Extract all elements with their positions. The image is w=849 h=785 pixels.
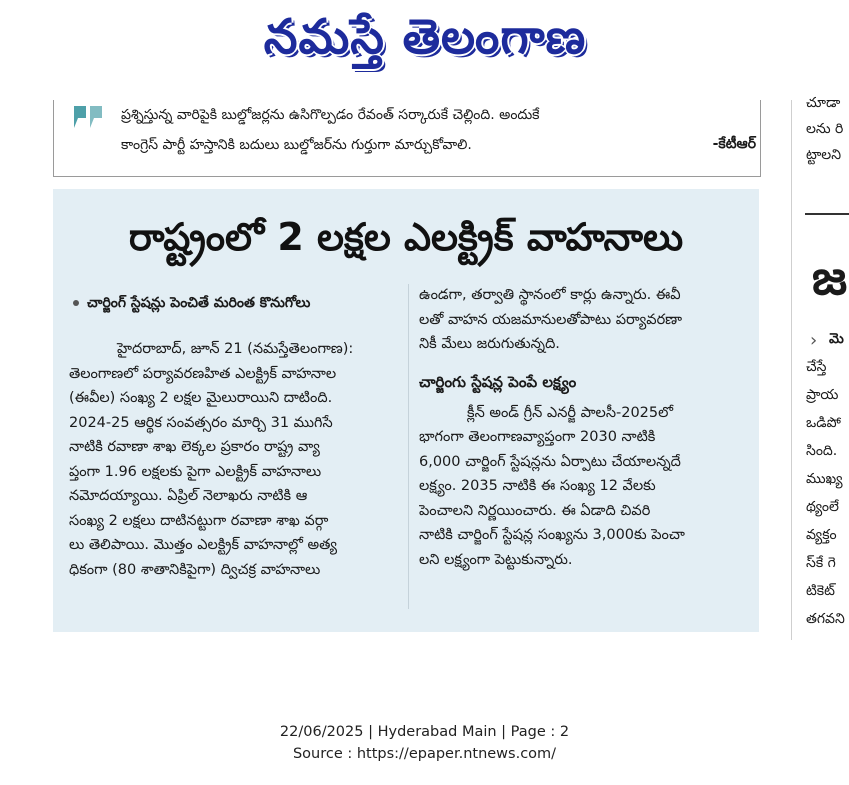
paragraph-line: లు తెలిపాయి. మొత్తం ఎలక్ట్రిక్ వాహనాల్లో అత్య — [69, 537, 337, 553]
article-subhead-text: చార్జింగ్ స్టేషన్లు పెంచితే మరింత కొనుగోలు — [87, 295, 311, 311]
quote-box — [53, 100, 761, 177]
side-line: టికెట్ — [806, 583, 835, 599]
paragraph-line: నాటికి రవాణా శాఖ లెక్కల ప్రకారం రాష్ట్ర వ్యా — [69, 439, 320, 455]
quote-line-1: ప్రశ్నిస్తున్న వారిపైకి బుల్డోజర్లను ఉసిగొల్పడం రేవంత్ సర్కారుకే చెల్లింది. అందుకే — [121, 107, 540, 123]
side-line: స్‌కే గె — [806, 555, 836, 571]
paragraph-line: నమోదయ్యాయి. ఏప్రిల్ నెలాఖరు నాటికి ఆ — [69, 488, 308, 504]
paragraph-line: 6,000 చార్జింగ్ స్టేషన్లను ఏర్పాటు చేయాలన్నదే — [419, 453, 681, 470]
paragraph-line: ప్తంగా 1.96 లక్షలకు పైగా ఎలక్ట్రిక్ వాహనాలు — [69, 463, 322, 480]
newspaper-logo: నమస్తే తెలంగాణ — [263, 9, 587, 65]
article — [53, 189, 759, 632]
column-divider — [408, 284, 409, 609]
paragraph-line: భాగంగా తెలంగాణవ్యాప్తంగా 2030 నాటికి — [419, 429, 656, 445]
paragraph-line: లని లక్ష్యంగా పెట్టుకున్నారు. — [419, 551, 573, 568]
side-line: ముఖ్య — [806, 471, 843, 487]
column-divider — [791, 100, 792, 640]
side-rule — [805, 213, 849, 215]
side-headline-fragment: జ — [812, 250, 848, 306]
side-column-bottom — [806, 358, 849, 648]
paragraph-line: సంఖ్య 2 లక్షలు దాటినట్టుగా రవాణా శాఖ వర్గా — [69, 512, 329, 529]
side-line: ఒడిపో — [806, 415, 841, 431]
footer-source-link[interactable]: Source : https://epaper.ntnews.com/ — [292, 746, 557, 762]
quote-author: -కేటీఆర్ — [712, 136, 756, 152]
chevron-right-icon: › — [810, 330, 818, 351]
paragraph-line: తెలంగాణలో పర్యావరణహిత ఎలక్ట్రిక్ వాహనాల — [69, 365, 337, 382]
quote-mark-icon — [72, 102, 106, 130]
side-line: లను రి — [806, 121, 844, 137]
quote-line-2: కాంగ్రెస్ పార్టీ హస్తానికి బదులు బుల్డోజర్‌ను గుర్తుగా మార్చుకోవాలి. — [121, 137, 472, 153]
bullet-icon — [73, 300, 79, 306]
paragraph-line: 2024-25 ఆర్థిక సంవత్సరం మార్చి 31 ముగిసే — [69, 414, 333, 431]
masthead — [0, 0, 849, 80]
side-line: తగవని — [806, 611, 845, 627]
side-line: థ్యంలే — [806, 499, 839, 515]
side-subhead-fragment: మె — [829, 331, 844, 347]
paragraph-line: క్లీన్ అండ్ గ్రీన్ ఎనర్జీ పాలసీ-2025లో — [467, 404, 674, 421]
article-headline: రాష్ట్రంలో 2 లక్షల ఎలక్ట్రిక్ వాహనాలు — [128, 215, 684, 259]
paragraph-line: హైదరాబాద్, జూన్ 21 (నమస్తేతెలంగాణ): — [117, 341, 354, 357]
side-line: వ్యక్తం — [806, 527, 837, 543]
paragraph-line: లక్ష్యం. 2035 నాటికి ఈ సంఖ్య 12 వేలకు — [419, 478, 656, 494]
article-right-column — [419, 283, 749, 572]
side-line: సింది. — [806, 443, 838, 459]
paragraph-line: ఉండగా, తర్వాతి స్థానంలో కార్లు ఉన్నారు. ఈవీ — [419, 287, 681, 303]
paragraph-line: ధికంగా (80 శాతానికిపైగా) ద్విచక్ర వాహనాలు — [69, 561, 321, 578]
article-subhead — [73, 295, 310, 314]
footer-edition-info: 22/06/2025 | Hyderabad Main | Page : 2 — [279, 724, 570, 740]
paragraph-line: నాటికి చార్జింగ్ స్టేషన్ల సంఖ్యను 3,000కు పెంచా — [419, 527, 685, 543]
side-line: చేస్తే — [806, 359, 827, 375]
article-left-column — [69, 337, 399, 582]
section-subhead: చార్జింగు స్టేషన్ల పెంపే లక్ష్యం — [419, 372, 577, 391]
paragraph-line: లతో వాహన యజమానులతోపాటు పర్యావరణా — [419, 311, 683, 328]
side-line: ప్రాయ — [806, 387, 839, 403]
paragraph-line: (ఈవీల) సంఖ్య 2 లక్షల మైలురాయిని దాటింది. — [69, 390, 333, 406]
side-line: ట్టాలని — [806, 147, 842, 163]
paragraph-line: నికీ మేలు జరుగుతున్నది. — [419, 336, 560, 352]
side-column-top — [806, 86, 849, 206]
side-line: చూడా — [806, 95, 841, 111]
paragraph-line: పెంచాలని నిర్ణయించారు. ఈ ఏడాది చివరి — [419, 502, 651, 519]
